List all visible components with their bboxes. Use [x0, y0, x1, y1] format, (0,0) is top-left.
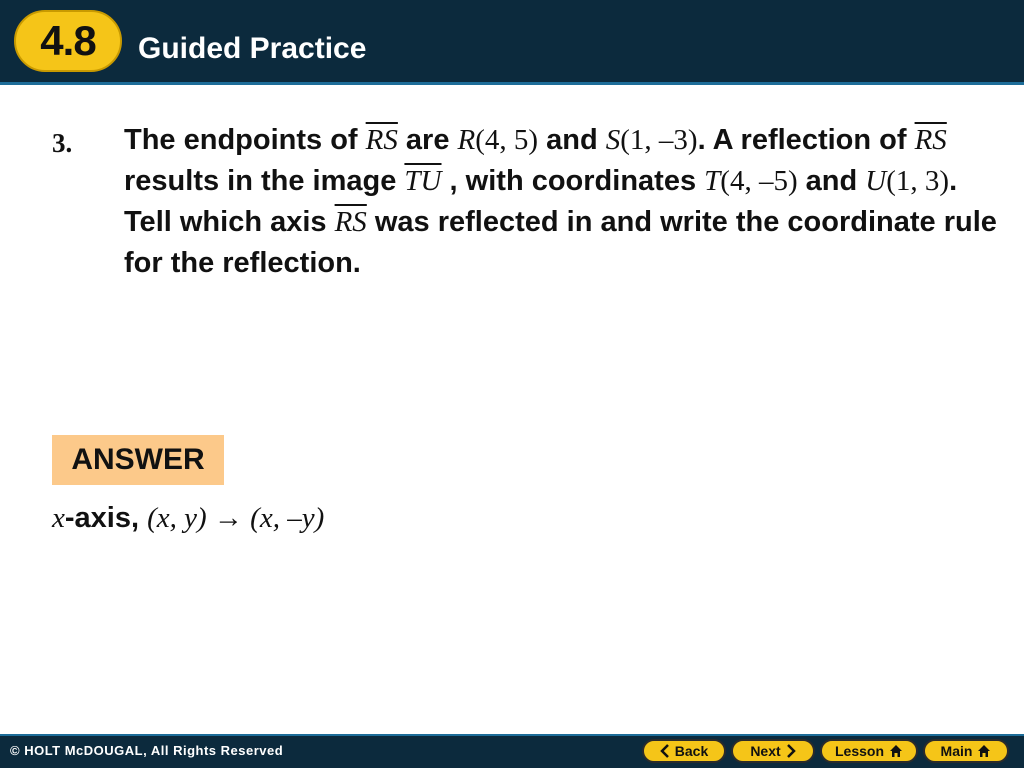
question-number: 3. — [52, 128, 73, 158]
question-text-part: The endpoints of — [124, 124, 366, 156]
question-text-part: and — [797, 165, 866, 197]
next-button[interactable] — [731, 739, 815, 763]
chevron-left-icon — [660, 744, 670, 758]
question-text-part: and — [538, 124, 606, 156]
section-title: Guided Practice — [138, 32, 367, 65]
main-button[interactable] — [923, 739, 1009, 763]
back-button[interactable] — [642, 739, 726, 763]
home-icon — [889, 744, 903, 758]
next-label: Next — [750, 743, 781, 759]
answer-rule: (x, y) → (x, –y) — [147, 502, 325, 534]
segment-rs: $\overline{RS}$ — [365, 124, 398, 156]
question-text-part: , with coordinates — [441, 165, 705, 197]
question-text-part: are — [397, 124, 458, 156]
home-icon — [977, 744, 991, 758]
point-s: S(1, –3) — [605, 124, 698, 156]
lesson-label: Lesson — [834, 743, 884, 759]
answer-axis-text: -axis, — [64, 502, 140, 534]
answer-axis-var: x — [52, 502, 65, 534]
answer-text — [52, 502, 324, 535]
segment-rs: $\overline{RS}$ — [334, 206, 367, 238]
back-label: Back — [674, 743, 709, 759]
chevron-right-icon — [786, 744, 796, 758]
question-text-part: results in the image — [124, 165, 405, 197]
point-u: U(1, 3) — [865, 165, 950, 197]
point-r: R(4, 5) — [457, 124, 539, 156]
answer-label: ANSWER — [52, 435, 224, 485]
question-text-part: . A reflection of — [697, 124, 915, 156]
header-divider — [0, 82, 1024, 85]
lesson-badge: 4.8 — [14, 10, 122, 72]
question-text-part: was reflected in and write the coordinate rule for the reflection. — [124, 206, 997, 279]
main-label: Main — [940, 743, 973, 759]
copyright-text: © HOLT McDOUGAL, All Rights Reserved — [10, 743, 284, 758]
lesson-button[interactable] — [820, 739, 918, 763]
question-text — [124, 120, 1004, 284]
segment-tu: $\overline{TU}$ — [404, 165, 442, 197]
segment-rs: $\overline{RS}$ — [914, 124, 947, 156]
point-t: T(4, –5) — [704, 165, 798, 197]
question-text-part: . Tell which axis — [124, 165, 958, 238]
